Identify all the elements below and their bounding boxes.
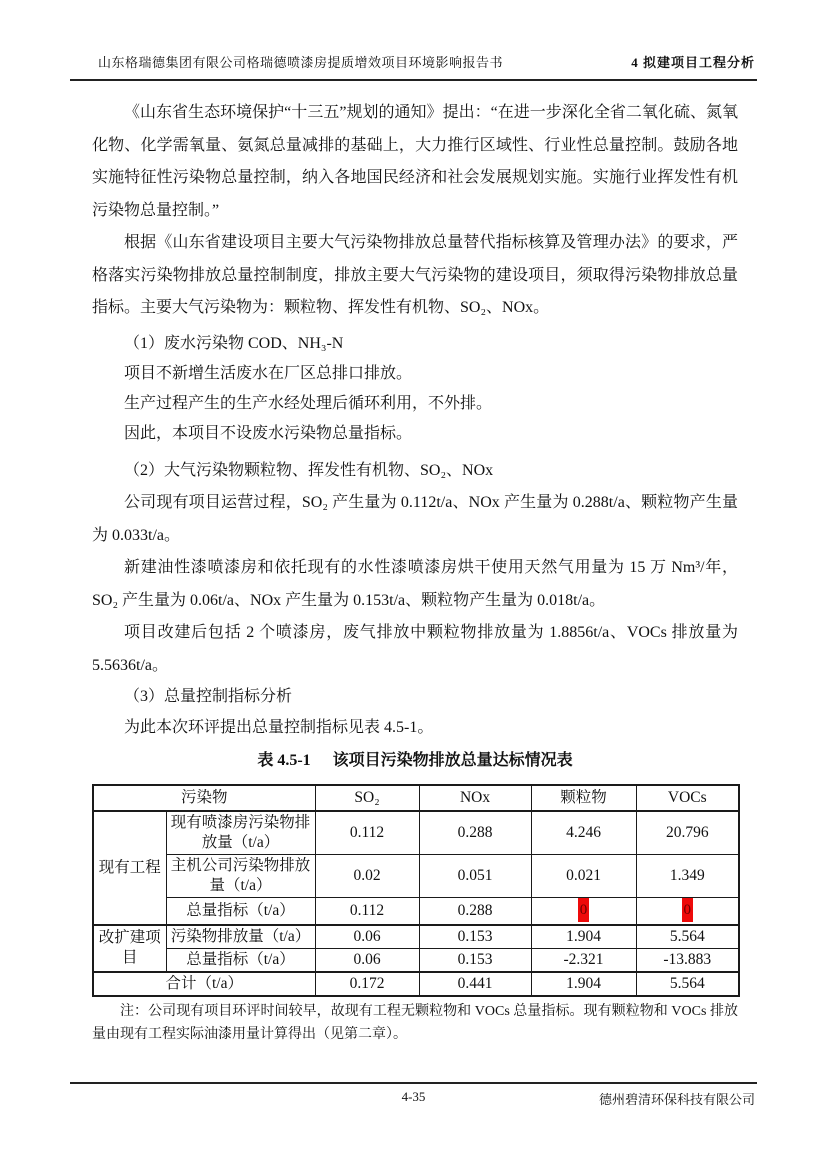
table-row: [93, 897, 739, 925]
cell-value: 1.904: [531, 925, 636, 949]
cell-value: 0.06: [315, 925, 419, 949]
highlighted-zero: 0: [578, 898, 589, 922]
document-body: [92, 97, 738, 1046]
cell-value: 0.153: [419, 925, 531, 949]
cell-value: 0.288: [419, 897, 531, 925]
row-label: 主机公司污染物排放量（t/a）: [166, 854, 315, 897]
cell-value: 4.246: [531, 811, 636, 855]
cell-value: 0.288: [419, 811, 531, 855]
header-so2: SO₂: [315, 785, 419, 811]
table-number: 表 4.5-1: [257, 751, 311, 769]
row-label: 现有喷漆房污染物排放量（t/a）: [166, 811, 315, 855]
header-chapter-title: 4 拟建项目工程分析: [631, 55, 755, 70]
cell-value: 0.021: [531, 854, 636, 897]
group-expansion-project: 改扩建项目: [93, 925, 166, 972]
cell-value: 0.02: [315, 854, 419, 897]
body-paragraph: 生产过程产生的生产水经处理后循环利用，不外排。: [124, 394, 493, 412]
section-heading-1: （1）废水污染物 COD、NH₃-N: [124, 334, 344, 352]
table-title: [92, 746, 738, 776]
highlighted-zero: 0: [682, 898, 693, 922]
footer-company-name: 德州碧清环保科技有限公司: [598, 1092, 755, 1107]
body-paragraph: 为此本次环评提出总量控制指标见表 4.5-1。: [124, 719, 434, 736]
table-note: 注：公司现有项目环评时间较早，故现有工程无颗粒物和 VOCs 总量指标。现有颗粒物和 VOCs 排放量由现有工程实际油漆用量计算得出（见第二章）。: [92, 1003, 738, 1042]
cell-value-highlighted: [531, 897, 636, 925]
row-label: 总量指标（t/a）: [166, 948, 315, 972]
body-paragraph: 因此，本项目不设废水污染物总量指标。: [124, 424, 413, 442]
table-caption: 该项目污染物排放总量达标情况表: [332, 751, 573, 769]
body-paragraph: 根据《山东省建设项目主要大气污染物排放总量替代指标核算及管理办法》的要求，严格落实污染物排放总量控制制度，排放主要大气污染物的建设项目，须取得污染物排放总量指标。主要大气污染物为：颗粒物、挥发性有机物、SO₂、NOx。: [92, 234, 738, 316]
header-pollutant: 污染物: [93, 785, 315, 811]
cell-value-highlighted: [636, 897, 739, 925]
table-row: [93, 854, 739, 897]
cell-value: 1.349: [636, 854, 739, 897]
cell-value: 0.172: [315, 972, 419, 996]
total-label: 合计（t/a）: [93, 972, 315, 996]
page-number: 4-35: [401, 1089, 426, 1104]
table-header-row: [93, 785, 739, 811]
body-paragraph: 公司现有项目运营过程，SO₂ 产生量为 0.112t/a、NOx 产生量为 0.288t/a、颗粒物产生量为 0.033t/a。: [92, 494, 738, 544]
header-pm: 颗粒物: [531, 785, 636, 811]
body-paragraph: 项目不新增生活废水在厂区总排口排放。: [124, 364, 413, 382]
table-row: [93, 811, 739, 855]
header-nox: NOx: [419, 785, 531, 811]
cell-value: -13.883: [636, 948, 739, 972]
header-vocs: VOCs: [636, 785, 739, 811]
table-row: [93, 925, 739, 949]
quota-table: [92, 784, 740, 997]
running-header: [70, 52, 757, 81]
cell-value: 1.904: [531, 972, 636, 996]
cell-value: 5.564: [636, 925, 739, 949]
cell-value: 0.441: [419, 972, 531, 996]
cell-value: 0.153: [419, 948, 531, 972]
running-footer: [70, 1082, 757, 1112]
table-row: [93, 948, 739, 972]
body-paragraph: 《山东省生态环境保护“十三五”规划的通知》提出：“在进一步深化全省二氧化硫、氮氧化物、化学需氧量、氨氮总量减排的基础上，大力推行区域性、行业性总量控制。鼓励各地实施特征性污染物总量控制，纳入各地国民经济和社会发展规划实施。实施行业挥发性有机污染物总量控制。”: [92, 104, 738, 219]
cell-value: 0.051: [419, 854, 531, 897]
section-heading-2: （2）大气污染物颗粒物、挥发性有机物、SO₂、NOx: [124, 461, 494, 479]
cell-value: 20.796: [636, 811, 739, 855]
row-label: 总量指标（t/a）: [166, 897, 315, 925]
section-heading-3: （3）总量控制指标分析: [124, 688, 293, 705]
header-report-title: 山东格瑞德集团有限公司格瑞德喷漆房提质增效项目环境影响报告书: [98, 55, 504, 70]
row-label: 污染物排放量（t/a）: [166, 925, 315, 949]
cell-value: 5.564: [636, 972, 739, 996]
cell-value: -2.321: [531, 948, 636, 972]
body-paragraph: 项目改建后包括 2 个喷漆房，废气排放中颗粒物排放量为 1.8856t/a、VOCs 排放量为 5.5636t/a。: [92, 624, 738, 674]
table-total-row: [93, 972, 739, 996]
cell-value: 0.112: [315, 811, 419, 855]
body-paragraph: 新建油性漆喷漆房和依托现有的水性漆喷漆房烘干使用天然气用量为 15 万 Nm³/年，SO₂ 产生量为 0.06t/a、NOx 产生量为 0.153t/a、颗粒物产生量为 0.018t/a。: [92, 559, 738, 609]
group-existing-project: 现有工程: [93, 811, 166, 925]
cell-value: 0.06: [315, 948, 419, 972]
cell-value: 0.112: [315, 897, 419, 925]
